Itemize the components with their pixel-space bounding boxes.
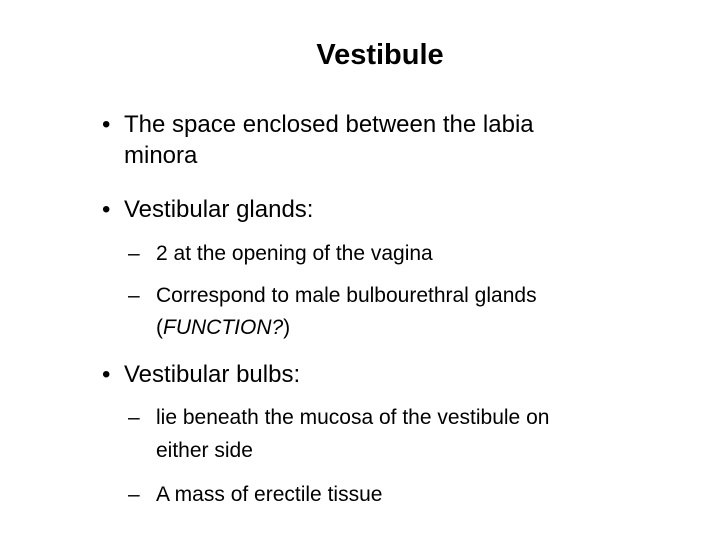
- bullet-text-space-cont: minora: [124, 142, 198, 169]
- dash-marker: –: [128, 406, 140, 429]
- bullet-marker: •: [102, 361, 111, 388]
- bullet-text-space: The space enclosed between the labia: [124, 111, 534, 138]
- bullet-text-vestibular-glands: Vestibular glands:: [124, 196, 314, 223]
- function-question: FUNCTION?: [163, 316, 284, 339]
- bullet-marker: •: [102, 111, 111, 138]
- subitem-beneath-mucosa: lie beneath the mucosa of the vestibule on: [156, 406, 550, 429]
- paren-close: ): [283, 316, 291, 339]
- dash-marker: –: [128, 284, 140, 307]
- dash-marker: –: [128, 483, 140, 506]
- subitem-bulbourethral: Correspond to male bulbourethral glands: [156, 284, 537, 307]
- paren-open: (: [156, 316, 163, 339]
- slide-title: Vestibule: [316, 39, 444, 71]
- subitem-beneath-mucosa-cont: either side: [156, 439, 253, 462]
- bullet-text-vestibular-bulbs: Vestibular bulbs:: [124, 361, 301, 388]
- subitem-opening-vagina: 2 at the opening of the vagina: [156, 242, 433, 265]
- subitem-function-note: [156, 314, 290, 342]
- bullet-marker: •: [102, 196, 111, 223]
- subitem-erectile-tissue: A mass of erectile tissue: [156, 483, 383, 506]
- dash-marker: –: [128, 242, 140, 265]
